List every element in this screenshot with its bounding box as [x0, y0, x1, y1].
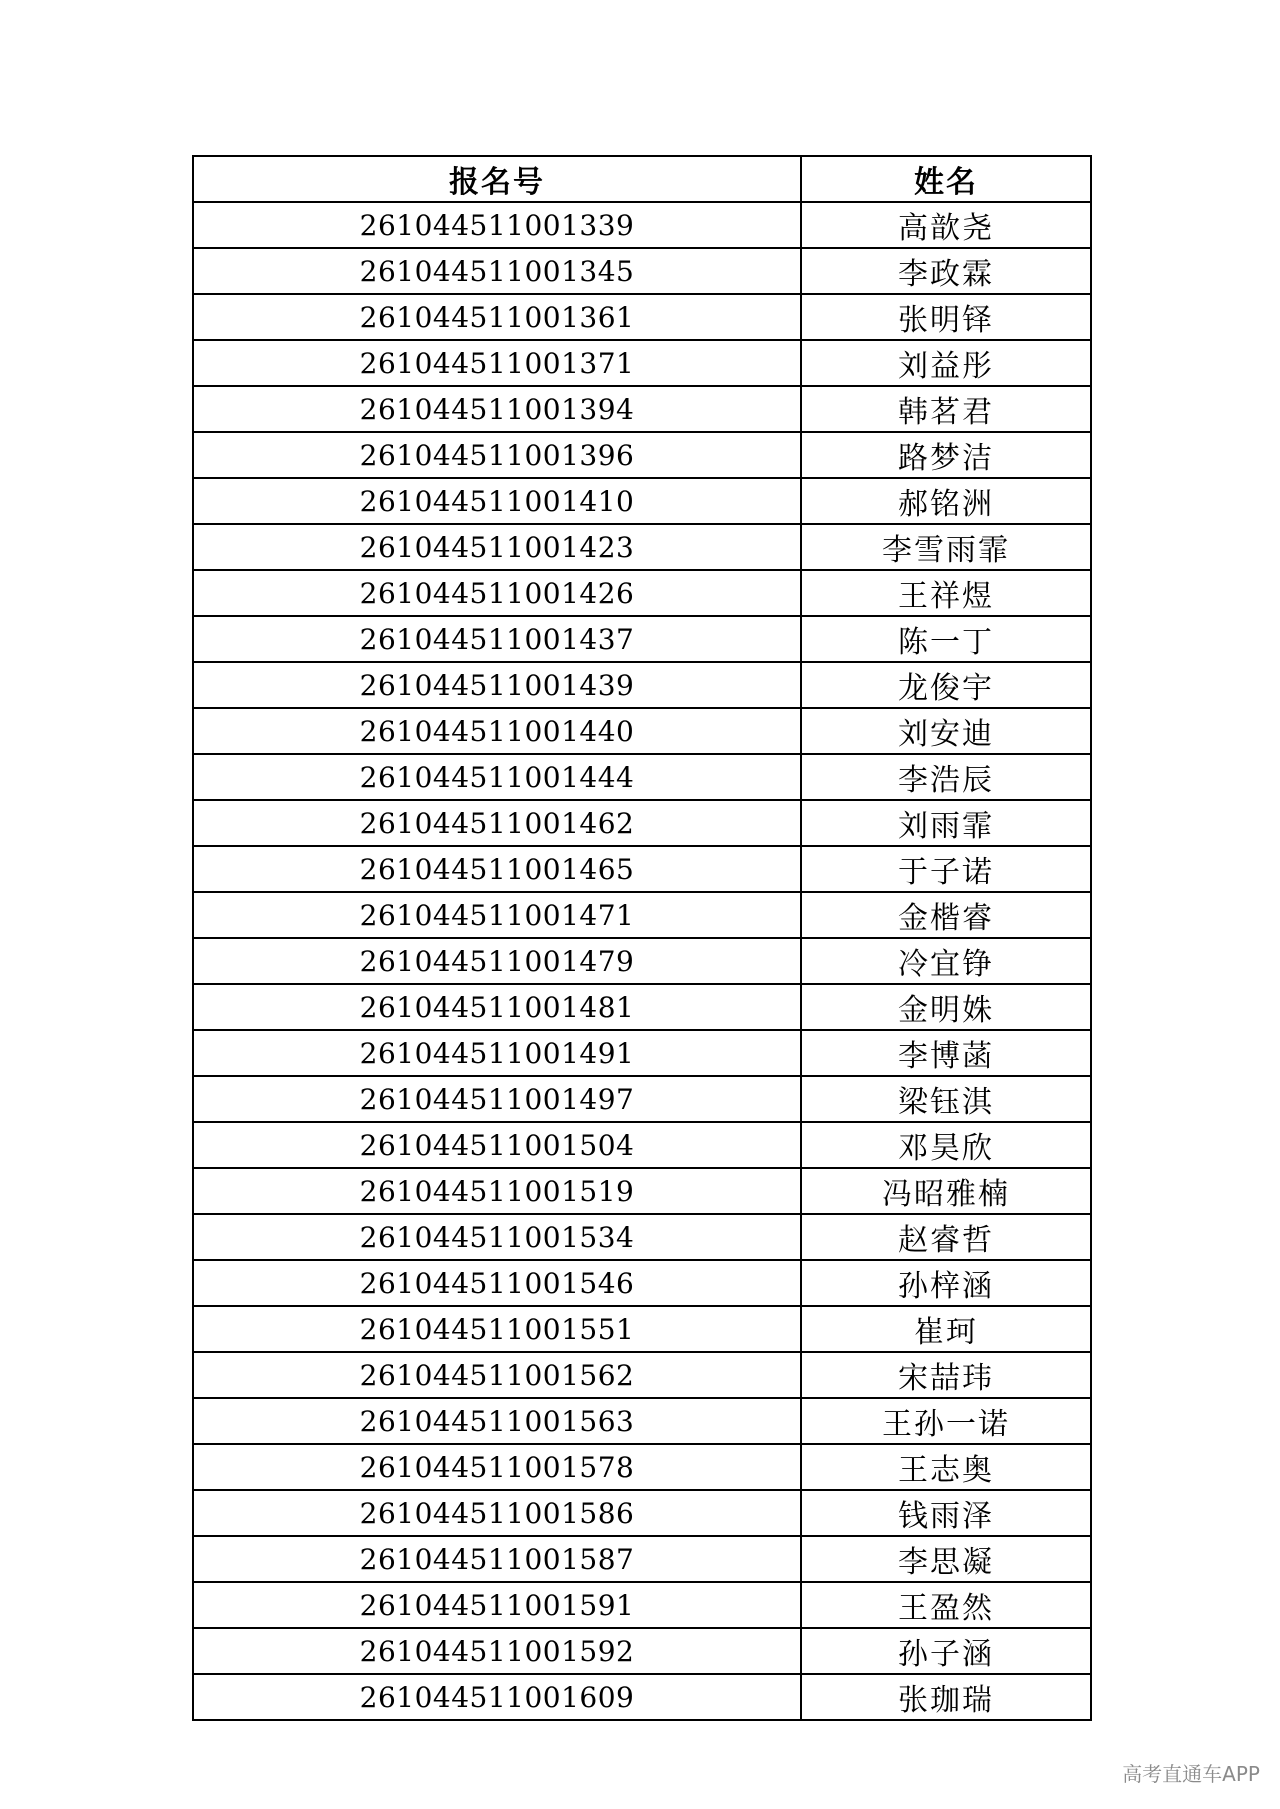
table-row [193, 1444, 1091, 1490]
name-cell: 金明姝 [801, 984, 1091, 1030]
header-registration-number: 报名号 [193, 156, 801, 202]
name-cell: 李雪雨霏 [801, 524, 1091, 570]
name-cell: 孙子涵 [801, 1628, 1091, 1674]
name-cell: 李博菡 [801, 1030, 1091, 1076]
table-row [193, 662, 1091, 708]
table-row [193, 1490, 1091, 1536]
table-row [193, 340, 1091, 386]
registration-number-cell: 261044511001426 [193, 570, 801, 616]
name-cell: 韩茗君 [801, 386, 1091, 432]
registration-number-cell: 261044511001345 [193, 248, 801, 294]
registration-number-cell: 261044511001444 [193, 754, 801, 800]
registration-number-cell: 261044511001462 [193, 800, 801, 846]
registration-number-cell: 261044511001592 [193, 1628, 801, 1674]
name-cell: 王孙一诺 [801, 1398, 1091, 1444]
name-cell: 刘安迪 [801, 708, 1091, 754]
name-cell: 冷宜铮 [801, 938, 1091, 984]
table-row [193, 432, 1091, 478]
table-row [193, 892, 1091, 938]
name-cell: 路梦洁 [801, 432, 1091, 478]
registration-number-cell: 261044511001361 [193, 294, 801, 340]
registration-number-cell: 261044511001551 [193, 1306, 801, 1352]
name-cell: 宋喆玮 [801, 1352, 1091, 1398]
table-row [193, 1398, 1091, 1444]
table-row [193, 1260, 1091, 1306]
registration-number-cell: 261044511001371 [193, 340, 801, 386]
name-cell: 李浩辰 [801, 754, 1091, 800]
table-row [193, 1536, 1091, 1582]
registration-number-cell: 261044511001563 [193, 1398, 801, 1444]
registration-number-cell: 261044511001534 [193, 1214, 801, 1260]
table-row [193, 846, 1091, 892]
table-row [193, 1122, 1091, 1168]
table-row [193, 386, 1091, 432]
registration-number-cell: 261044511001394 [193, 386, 801, 432]
table-row [193, 938, 1091, 984]
table-row [193, 754, 1091, 800]
name-cell: 冯昭雅楠 [801, 1168, 1091, 1214]
table-row [193, 1582, 1091, 1628]
header-name: 姓名 [801, 156, 1091, 202]
registration-number-cell: 261044511001465 [193, 846, 801, 892]
name-cell: 金楷睿 [801, 892, 1091, 938]
table-row [193, 1030, 1091, 1076]
registration-number-cell: 261044511001491 [193, 1030, 801, 1076]
name-cell: 崔珂 [801, 1306, 1091, 1352]
registration-number-cell: 261044511001423 [193, 524, 801, 570]
name-cell: 王志奥 [801, 1444, 1091, 1490]
name-cell: 高歆尧 [801, 202, 1091, 248]
registration-number-cell: 261044511001546 [193, 1260, 801, 1306]
name-cell: 李思凝 [801, 1536, 1091, 1582]
name-cell: 王盈然 [801, 1582, 1091, 1628]
registration-number-cell: 261044511001504 [193, 1122, 801, 1168]
registration-number-cell: 261044511001437 [193, 616, 801, 662]
name-cell: 王祥煜 [801, 570, 1091, 616]
table-body [193, 202, 1091, 1720]
table-row [193, 1306, 1091, 1352]
name-cell: 梁钰淇 [801, 1076, 1091, 1122]
name-cell: 邓昊欣 [801, 1122, 1091, 1168]
name-cell: 郝铭洲 [801, 478, 1091, 524]
table-row [193, 1214, 1091, 1260]
name-cell: 刘益彤 [801, 340, 1091, 386]
table-row [193, 294, 1091, 340]
table-row [193, 984, 1091, 1030]
table-row [193, 800, 1091, 846]
registration-number-cell: 261044511001339 [193, 202, 801, 248]
table-row [193, 1628, 1091, 1674]
name-cell: 张明铎 [801, 294, 1091, 340]
name-cell: 刘雨霏 [801, 800, 1091, 846]
name-cell: 陈一丁 [801, 616, 1091, 662]
table-row [193, 202, 1091, 248]
registration-number-cell: 261044511001440 [193, 708, 801, 754]
name-cell: 钱雨泽 [801, 1490, 1091, 1536]
table-row [193, 248, 1091, 294]
name-cell: 孙梓涵 [801, 1260, 1091, 1306]
registration-number-cell: 261044511001481 [193, 984, 801, 1030]
table-row [193, 570, 1091, 616]
table-row [193, 524, 1091, 570]
name-cell: 龙俊宇 [801, 662, 1091, 708]
registration-number-cell: 261044511001479 [193, 938, 801, 984]
registration-number-cell: 261044511001410 [193, 478, 801, 524]
table-row [193, 708, 1091, 754]
table-row [193, 478, 1091, 524]
registration-number-cell: 261044511001591 [193, 1582, 801, 1628]
watermark: 高考直通车APP [1122, 1762, 1260, 1786]
name-cell: 赵睿哲 [801, 1214, 1091, 1260]
name-cell: 张珈瑞 [801, 1674, 1091, 1720]
registration-number-cell: 261044511001587 [193, 1536, 801, 1582]
registration-number-cell: 261044511001519 [193, 1168, 801, 1214]
name-cell: 李政霖 [801, 248, 1091, 294]
registration-number-cell: 261044511001471 [193, 892, 801, 938]
registration-number-cell: 261044511001562 [193, 1352, 801, 1398]
table-row [193, 1076, 1091, 1122]
registration-table [192, 155, 1092, 1721]
registration-number-cell: 261044511001586 [193, 1490, 801, 1536]
table-row [193, 1674, 1091, 1720]
registration-number-cell: 261044511001578 [193, 1444, 801, 1490]
table-row [193, 616, 1091, 662]
registration-number-cell: 261044511001609 [193, 1674, 801, 1720]
registration-number-cell: 261044511001396 [193, 432, 801, 478]
table-row [193, 1352, 1091, 1398]
table-row [193, 1168, 1091, 1214]
registration-number-cell: 261044511001497 [193, 1076, 801, 1122]
registration-number-cell: 261044511001439 [193, 662, 801, 708]
table-header-row [193, 156, 1091, 202]
name-cell: 于子诺 [801, 846, 1091, 892]
